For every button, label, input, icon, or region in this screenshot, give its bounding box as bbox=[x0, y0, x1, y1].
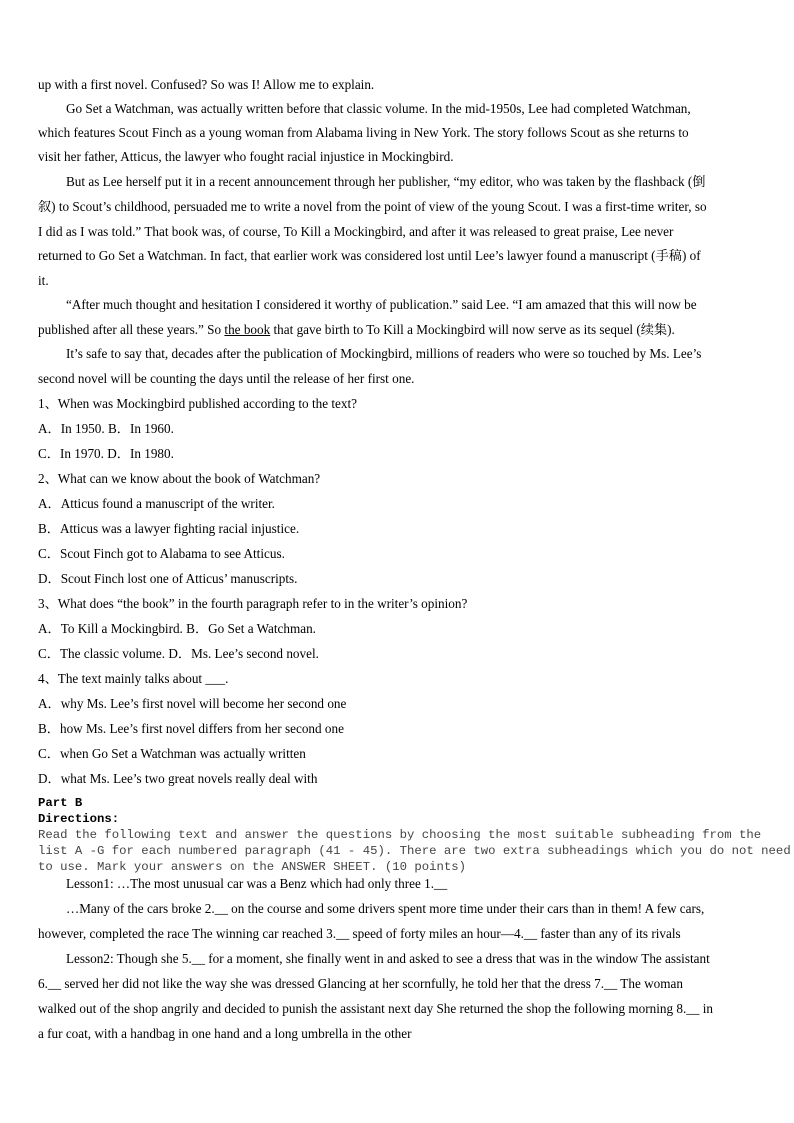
directions-text: list A -G for each numbered paragraph (41 - 45). There are two extra subheadings which you do not need bbox=[38, 844, 791, 858]
directions-text: Read the following text and answer the questions by choosing the most suitable subheading from the bbox=[38, 828, 762, 842]
partb-line: walked out of the shop angrily and decided to punish the assistant next day She returned the shop the following morning 8.__ in bbox=[38, 1001, 714, 1016]
question-1: 1、When was Mockingbird published according to the text? bbox=[38, 396, 357, 411]
passage-line: It’s safe to say that, decades after the publication of Mockingbird, millions of readers who were so touched by Ms. Lee’s bbox=[66, 346, 702, 361]
passage-line: second novel will be counting the days until the release of her first one. bbox=[38, 371, 415, 386]
passage-line: which features Scout Finch as a young woman from Alabama living in New York. The story follows Scout as she returns to bbox=[38, 125, 689, 140]
q2-option-c: C．Scout Finch got to Alabama to see Atticus. bbox=[38, 546, 285, 561]
q1-options-row: C．In 1970. D．In 1980. bbox=[38, 446, 174, 461]
q2-option-a: A．Atticus found a manuscript of the writer. bbox=[38, 496, 275, 511]
q1-options-row: A．In 1950. B．In 1960. bbox=[38, 421, 174, 436]
q4-option-d: D．what Ms. Lee’s two great novels really deal with bbox=[38, 771, 318, 786]
q2-option-d: D．Scout Finch lost one of Atticus’ manuscripts. bbox=[38, 571, 298, 586]
partb-line: however, completed the race The winning car reached 3.__ speed of forty miles an hour—4.__ faster than any of its rivals bbox=[38, 926, 681, 941]
passage-line: returned to Go Set a Watchman. In fact, that earlier work was considered lost until Lee’s lawyer found a manuscript (手稿) of bbox=[38, 248, 701, 263]
passage-line: up with a first novel. Confused? So was I! Allow me to explain. bbox=[38, 77, 375, 92]
passage-line: it. bbox=[38, 273, 49, 288]
partb-line: 6.__ served her did not like the way she was dressed Glancing at her scornfully, he told her that the dress 7.__ The woman bbox=[38, 976, 683, 991]
q3-options-row: A．To Kill a Mockingbird. B．Go Set a Watchman. bbox=[38, 621, 316, 636]
q3-options-row: C．The classic volume. D．Ms. Lee’s second novel. bbox=[38, 646, 319, 661]
question-3: 3、What does “the book” in the fourth paragraph refer to in the writer’s opinion? bbox=[38, 596, 468, 611]
passage-line: “After much thought and hesitation I considered it worthy of publication.” said Lee. “I am amazed that this will now be bbox=[66, 297, 697, 312]
q4-option-c: C．when Go Set a Watchman was actually written bbox=[38, 746, 306, 761]
passage-text: published after all these years.” So bbox=[38, 322, 225, 337]
partb-line: a fur coat, with a handbag in one hand and a long umbrella in the other bbox=[38, 1026, 412, 1041]
directions-heading: Directions: bbox=[38, 812, 120, 826]
underlined-phrase: the book bbox=[224, 322, 271, 337]
directions-text: to use. Mark your answers on the ANSWER SHEET. (10 points) bbox=[38, 860, 467, 874]
q2-option-b: B．Atticus was a lawyer fighting racial injustice. bbox=[38, 521, 300, 536]
passage-line: But as Lee herself put it in a recent announcement through her publisher, “my editor, who was taken by the flashback (倒 bbox=[66, 174, 706, 189]
q4-option-b: B．how Ms. Lee’s first novel differs from her second one bbox=[38, 721, 344, 736]
question-4: 4、The text mainly talks about ___. bbox=[38, 671, 229, 686]
part-b-heading: Part B bbox=[38, 796, 83, 810]
passage-line bbox=[38, 322, 756, 338]
partb-line: …Many of the cars broke 2.__ on the course and some drivers spent more time under their cars than in them! A few cars, bbox=[66, 901, 705, 916]
passage-text: that gave birth to To Kill a Mockingbird will now serve as its sequel (续集). bbox=[270, 322, 675, 337]
passage-line: Go Set a Watchman, was actually written before that classic volume. In the mid-1950s, Lee had completed Watchman, bbox=[66, 101, 691, 116]
question-2: 2、What can we know about the book of Watchman? bbox=[38, 471, 321, 486]
passage-line: visit her father, Atticus, the lawyer who fought racial injustice in Mockingbird. bbox=[38, 149, 454, 164]
q4-option-a: A．why Ms. Lee’s first novel will become her second one bbox=[38, 696, 347, 711]
passage-line: 叙) to Scout’s childhood, persuaded me to write a novel from the point of view of the young Scout. I was a first-time writer, so bbox=[38, 199, 707, 214]
partb-line: Lesson2: Though she 5.__ for a moment, she finally went in and asked to see a dress that was in the window The assistant bbox=[66, 951, 710, 966]
partb-line: Lesson1: …The most unusual car was a Benz which had only three 1.__ bbox=[66, 876, 448, 891]
passage-line: I did as I was told.” That book was, of course, To Kill a Mockingbird, and after it was released to great praise, Lee never bbox=[38, 224, 674, 239]
